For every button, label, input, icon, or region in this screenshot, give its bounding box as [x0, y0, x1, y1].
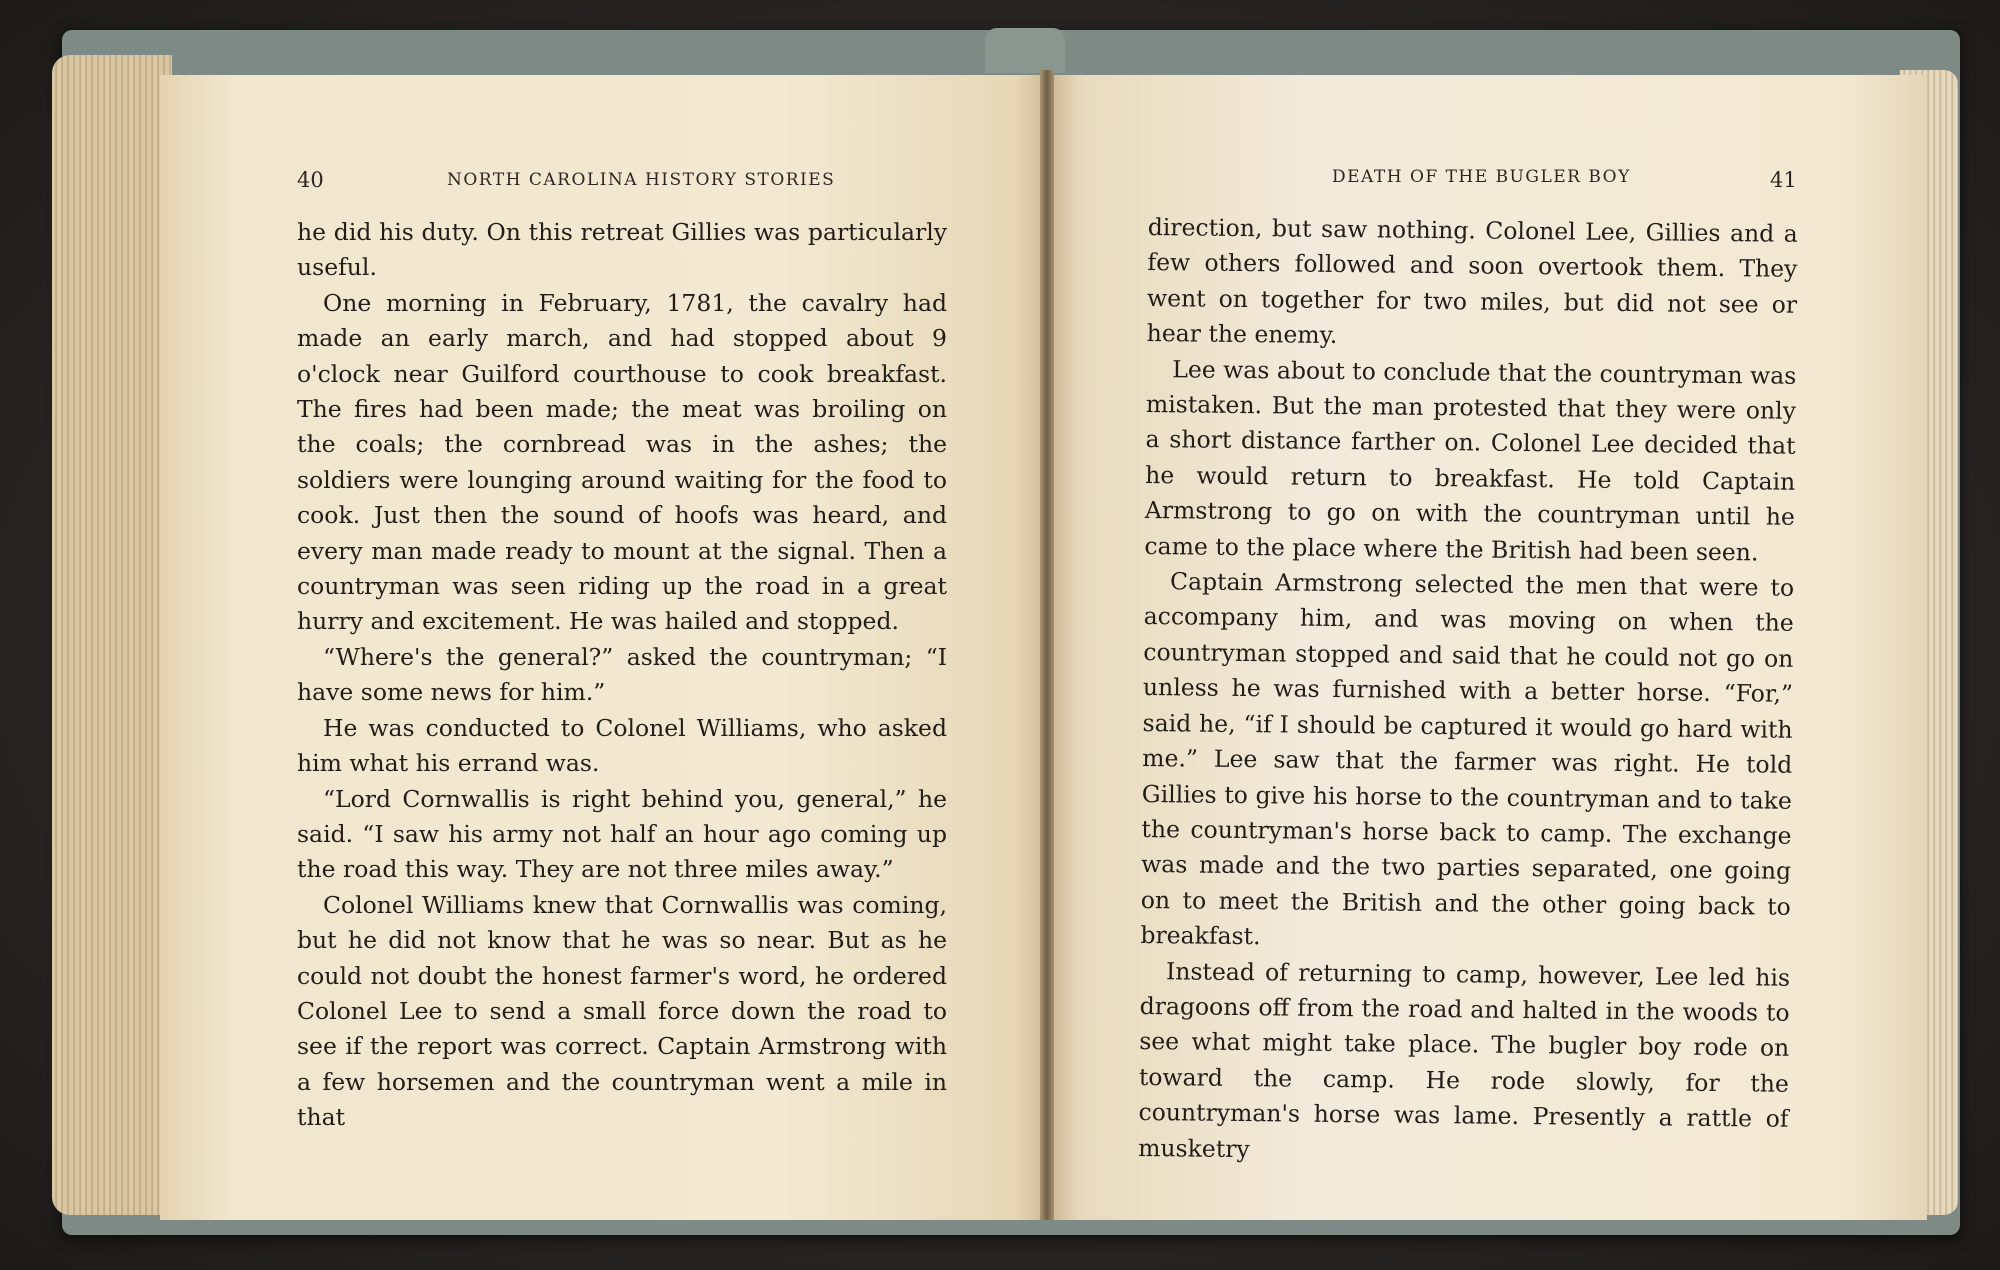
paragraph: Instead of returning to camp, however, Lee led his dragoons off from the road and halted in the woods to see what might take place. The bugler boy rode on toward the camp. He rode slowly, for the countryman's horse was lame. Presently a rattle of musketry	[1138, 956, 1791, 1163]
book-gutter	[1040, 70, 1054, 1220]
left-page-number: 40	[297, 168, 324, 192]
paragraph: He was conducted to Colonel Williams, who asked him what his errand was.	[297, 713, 947, 778]
paragraph: “Lord Cornwallis is right behind you, general,” he said. “I saw his army not half an hour ago coming up the road this way. They are not three miles away.”	[297, 784, 947, 884]
right-page-number: 41	[1770, 168, 1797, 192]
paragraph: One morning in February, 1781, the cavalry had made an early march, and had stopped about 9 o'clock near Guilford courthouse to cook breakfast. The fires had been made; the meat was broiling on the coals; the cornbread was in the ashes; the soldiers were lounging around waiting for the food to cook. Just then the sound of hoofs was heard, and every man made ready to mount at the signal. Then a countryman was seen riding up the road in a great hurry and excitement. He was hailed and stopped.	[297, 288, 947, 636]
paragraph: Colonel Williams knew that Cornwallis was coming, but he did not know that he was so near. But as he could not doubt the honest farmer's word, he ordered Colonel Lee to send a small force down the road to see if the report was correct. Captain Armstrong with a few horsemen and the countryman went a mile in that	[297, 890, 947, 1132]
book-spine-top	[985, 28, 1065, 73]
paragraph: Captain Armstrong selected the men that were to accompany him, and was moving on when the countryman stopped and said that he could not go on unless he was furnished with a better horse. “For,” said he, “if I should be captured it would go hard with me.” Lee saw that the farmer was right. He told Gillies to give his horse to the countryman and to take the countryman's horse back to camp. The exchange was made and the two parties separated, one going on to meet the British and the other going back to breakfast.	[1140, 567, 1795, 951]
left-page-edges	[52, 55, 172, 1215]
paragraph: Lee was about to conclude that the countryman was mistaken. But the man protested that they were only a short distance farther on. Colonel Lee decided that he would return to breakfast. He told Captain Armstrong to go on with the countryman until he came to the place where the British had been seen.	[1144, 354, 1797, 567]
right-page-body	[1138, 210, 1798, 1173]
right-running-head: DEATH OF THE BUGLER BOY	[1332, 167, 1631, 187]
paragraph: direction, but saw nothing. Colonel Lee, Gillies and a few others followed and soon overtook them. They went on together for two miles, but did not see or hear the enemy.	[1146, 212, 1798, 350]
paragraph: he did his duty. On this retreat Gillies was particularly useful.	[297, 218, 947, 282]
paragraph: “Where's the general?” asked the countryman; “I have some news for him.”	[297, 642, 947, 707]
left-running-head: NORTH CAROLINA HISTORY STORIES	[447, 170, 836, 190]
left-page-body	[297, 215, 947, 1136]
